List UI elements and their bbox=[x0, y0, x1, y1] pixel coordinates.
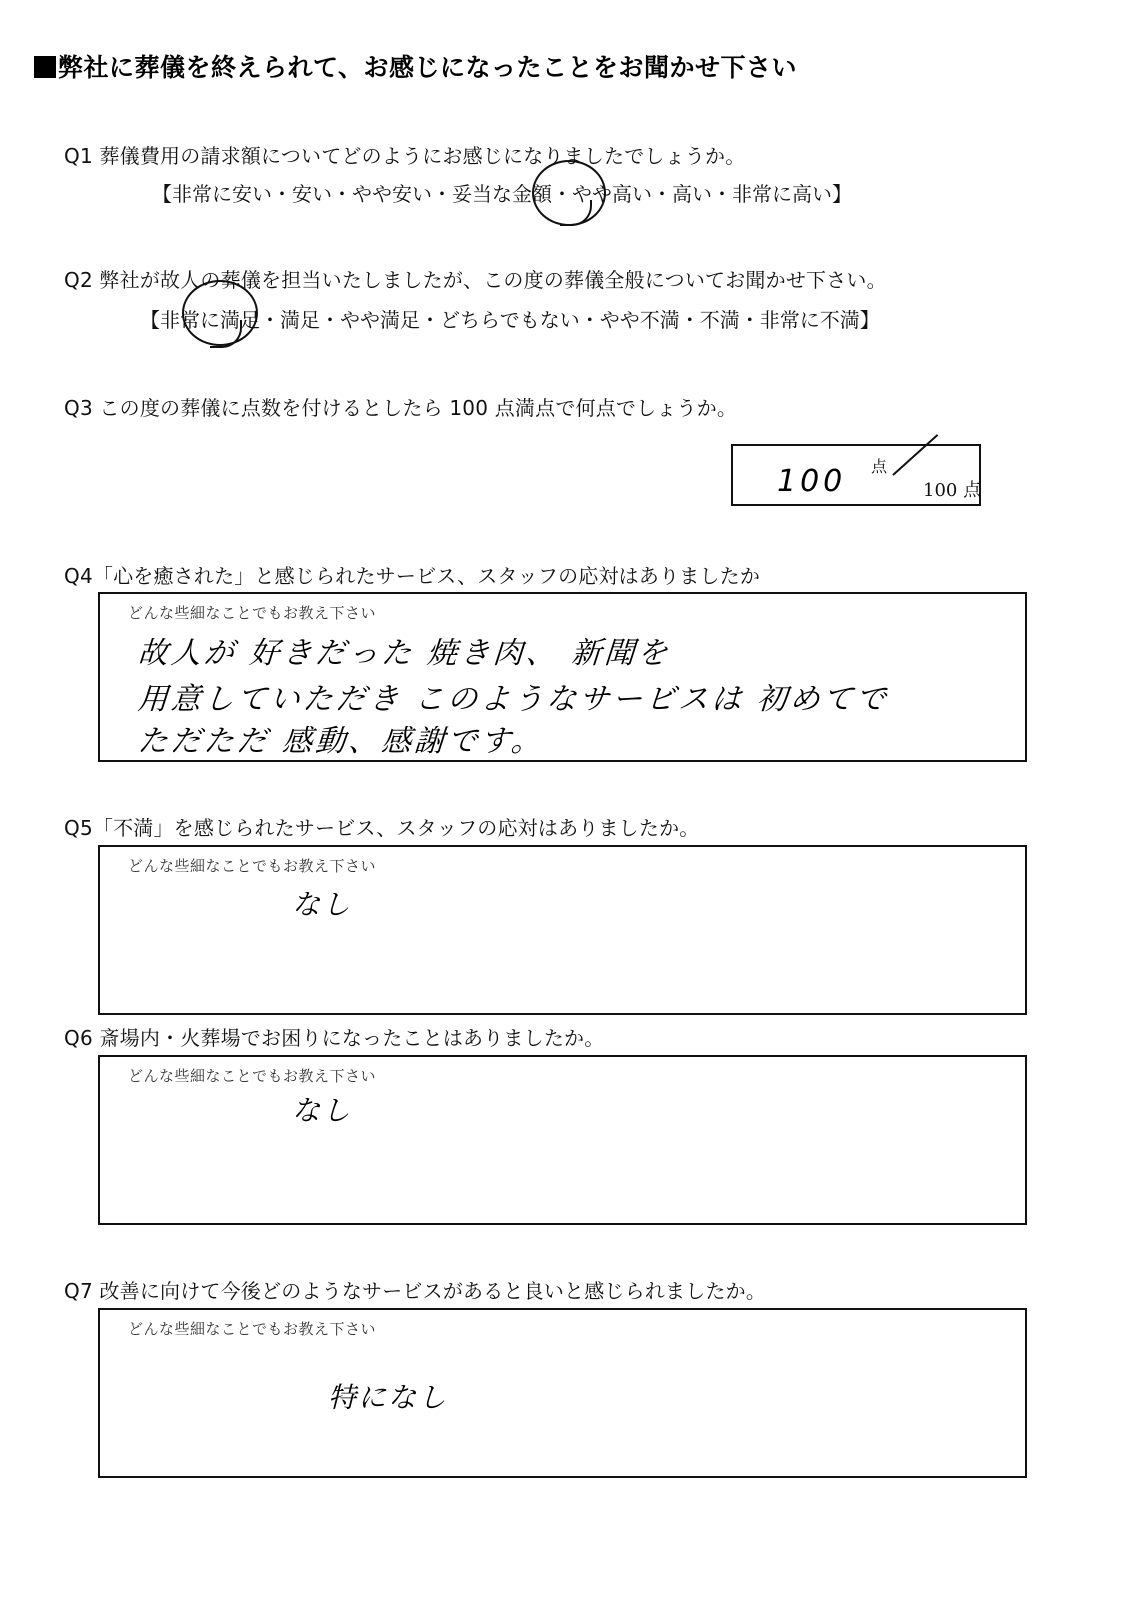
q5-answer-box[interactable] bbox=[98, 845, 1027, 1015]
q6-answer-box[interactable] bbox=[98, 1055, 1027, 1225]
q4-answer-line-3: ただただ 感動、感謝です。 bbox=[136, 724, 546, 759]
q4-answer-box[interactable] bbox=[98, 592, 1027, 762]
question-q6: Q6 斎場内・火葬場でお困りになったことはありましたか。 bbox=[64, 1026, 605, 1050]
survey-heading bbox=[34, 48, 797, 84]
score-slash-mark bbox=[892, 434, 938, 476]
q7-answer-box[interactable] bbox=[98, 1308, 1027, 1478]
q6-prompt: どんな些細なことでもお教え下さい bbox=[128, 1067, 377, 1085]
q4-answer-line-2: 用意していただき このようなサービスは 初めてで bbox=[136, 682, 891, 717]
q2-options: 【非常に満足・満足・やや満足・どちらでもない・やや不満・不満・非常に不満】 bbox=[140, 308, 880, 332]
q5-answer: なし bbox=[292, 888, 353, 921]
score-max-label: 100 点 bbox=[923, 480, 982, 501]
question-q3: Q3 この度の葬儀に点数を付けるとしたら 100 点満点で何点でしょうか。 bbox=[64, 396, 738, 420]
score-box[interactable] bbox=[731, 444, 981, 506]
q7-answer: 特になし bbox=[328, 1381, 449, 1414]
score-value: 100 bbox=[777, 464, 847, 499]
question-q4: Q4「心を癒された」と感じられたサービス、スタッフの応対はありましたか bbox=[64, 564, 761, 588]
question-q1: Q1 葬儀費用の請求額についてどのようにお感じになりましたでしょうか。 bbox=[64, 144, 746, 168]
q7-prompt: どんな些細なことでもお教え下さい bbox=[128, 1320, 377, 1338]
q1-options: 【非常に安い・安い・やや安い・妥当な金額・やや高い・高い・非常に高い】 bbox=[152, 182, 852, 206]
score-unit-label: 点 bbox=[871, 457, 888, 476]
question-q5: Q5「不満」を感じられたサービス、スタッフの応対はありましたか。 bbox=[64, 816, 700, 840]
survey-heading-text: 弊社に葬儀を終えられて、お感じになったことをお聞かせ下さい bbox=[58, 53, 798, 82]
question-q7: Q7 改善に向けて今後どのようなサービスがあると良いと感じられましたか。 bbox=[64, 1279, 767, 1303]
q6-answer: なし bbox=[292, 1094, 353, 1127]
question-q2: Q2 弊社が故人の葬儀を担当いたしましたが、この度の葬儀全般についてお聞かせ下さい。 bbox=[64, 268, 887, 292]
q4-prompt: どんな些細なことでもお教え下さい bbox=[128, 604, 377, 622]
black-square-icon bbox=[34, 56, 56, 78]
q4-answer-line-1: 故人が 好きだった 焼き肉、 新聞を bbox=[136, 636, 672, 671]
q5-prompt: どんな些細なことでもお教え下さい bbox=[128, 857, 377, 875]
